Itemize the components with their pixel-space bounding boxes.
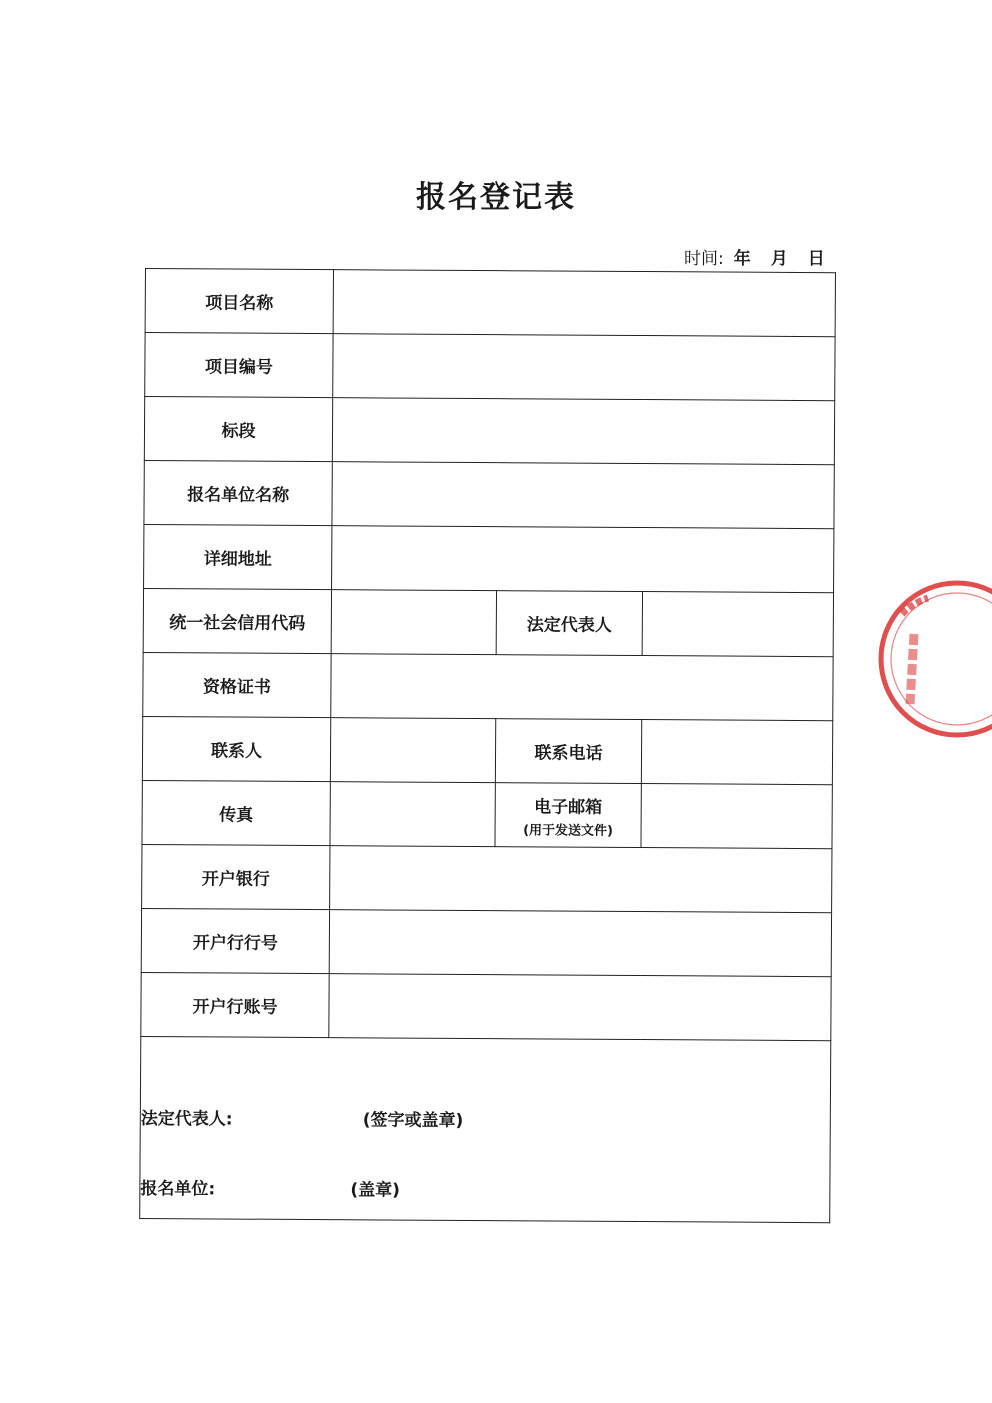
row-qualification	[143, 652, 833, 720]
date-label: 时间:	[684, 249, 724, 269]
contact-label: 联系人	[142, 716, 330, 781]
project-no-field[interactable]	[333, 334, 835, 401]
signature-legal-rep-note: (签字或盖章)	[362, 1109, 464, 1131]
row-credit-code	[143, 588, 833, 656]
phone-field[interactable]	[641, 720, 832, 785]
row-bank	[142, 844, 832, 912]
date-line	[684, 244, 831, 269]
email-field[interactable]	[641, 784, 832, 849]
row-company-name	[144, 460, 834, 528]
project-name-field[interactable]	[333, 270, 835, 337]
date-month-unit: 月	[770, 249, 788, 269]
bank-no-field[interactable]	[329, 910, 831, 977]
phone-label: 联系电话	[495, 719, 641, 784]
section-label: 标段	[144, 397, 332, 462]
legal-rep-signature-line	[140, 1103, 830, 1131]
fax-field[interactable]	[330, 782, 495, 847]
account-label: 开户行账号	[141, 972, 329, 1037]
signature-unit-label: 报名单位:	[140, 1178, 216, 1199]
qualification-label: 资格证书	[143, 652, 331, 717]
signature-legal-rep-label: 法定代表人:	[140, 1108, 233, 1130]
section-field[interactable]	[332, 398, 834, 465]
company-name-label: 报名单位名称	[144, 460, 332, 525]
row-fax-email	[142, 780, 832, 848]
project-name-label: 项目名称	[145, 269, 333, 334]
date-year-unit: 年	[733, 249, 751, 269]
legal-rep-label: 法定代表人	[496, 591, 642, 656]
email-label: 电子邮箱	[534, 796, 603, 818]
address-label: 详细地址	[144, 524, 332, 589]
email-note: (用于发送文件)	[523, 822, 614, 839]
row-contact	[142, 716, 832, 784]
address-field[interactable]	[332, 526, 834, 593]
row-account	[141, 972, 831, 1040]
fax-label: 传真	[142, 780, 330, 845]
signature-area[interactable]	[140, 1036, 831, 1222]
row-project-name	[145, 269, 835, 337]
company-name-field[interactable]	[332, 462, 834, 529]
unit-stamp-line	[140, 1173, 829, 1201]
date-day-unit: 日	[807, 249, 825, 269]
bank-no-label: 开户行行号	[141, 908, 329, 973]
project-no-label: 项目编号	[145, 333, 333, 398]
contact-field[interactable]	[330, 718, 495, 783]
seal-side-lettering	[910, 634, 914, 704]
account-field[interactable]	[329, 974, 831, 1041]
row-address	[144, 524, 834, 592]
signature-unit-note: (盖章)	[350, 1179, 400, 1201]
row-bank-no	[141, 908, 831, 976]
registration-form-table	[139, 268, 836, 1223]
credit-code-label: 统一社会信用代码	[143, 588, 331, 653]
red-seal-stamp	[872, 574, 992, 744]
document-title: 报名登记表	[416, 180, 576, 215]
email-label-cell	[495, 783, 641, 848]
row-signature	[140, 1036, 831, 1222]
seal-outer-ring	[881, 583, 992, 735]
bank-field[interactable]	[330, 846, 832, 913]
row-section	[144, 397, 834, 465]
row-project-no	[145, 333, 835, 401]
legal-rep-field[interactable]	[642, 592, 833, 657]
bank-label: 开户银行	[142, 844, 330, 909]
qualification-field[interactable]	[331, 654, 833, 721]
credit-code-field[interactable]	[331, 590, 496, 655]
